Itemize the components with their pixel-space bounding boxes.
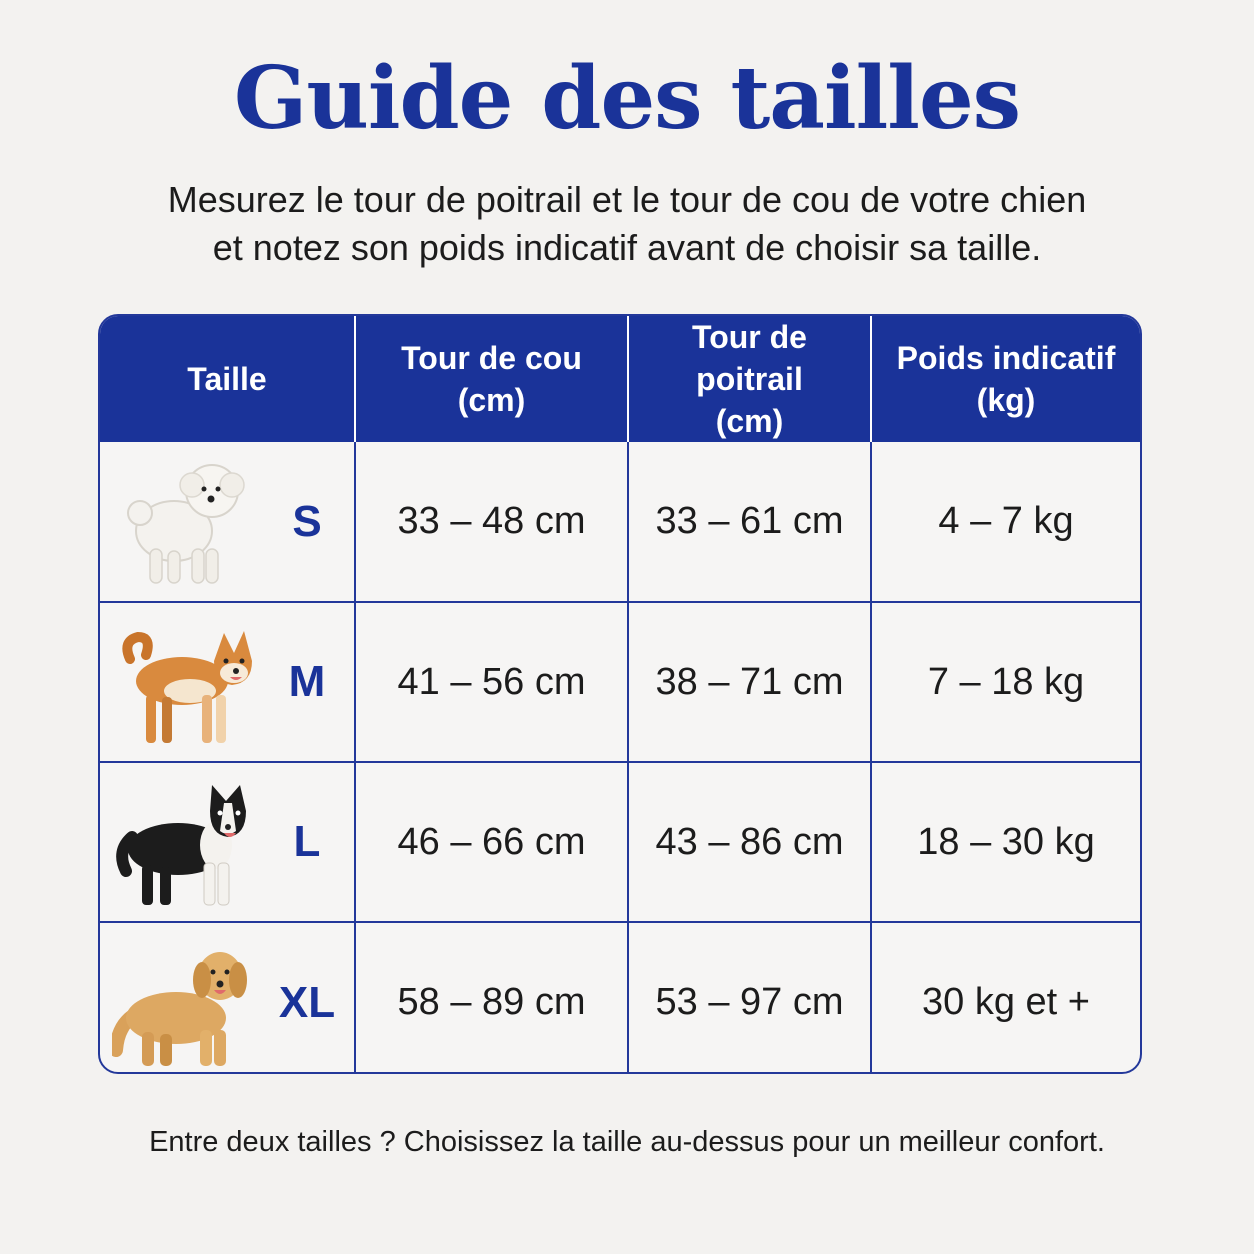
- golden-retriever-dog-icon: [112, 932, 272, 1072]
- weight-value: 30 kg et +: [871, 922, 1140, 1074]
- page-title: Guide des tailles: [233, 48, 1021, 149]
- weight-value: 7 – 18 kg: [871, 602, 1140, 762]
- size-label: M: [288, 657, 326, 706]
- header-neck: [355, 316, 628, 442]
- shiba-dog-icon: [112, 611, 272, 751]
- subtitle-line-1: Mesurez le tour de poitrail et le tour de cou de votre chien: [167, 179, 1087, 220]
- table-header-row: [100, 316, 1140, 442]
- size-table: [98, 314, 1142, 1074]
- header-weight: [871, 316, 1140, 442]
- neck-value: 46 – 66 cm: [355, 762, 628, 922]
- table-row: [100, 922, 1140, 1074]
- size-cell: [100, 762, 355, 922]
- neck-value: 41 – 56 cm: [355, 602, 628, 762]
- header-size: Taille: [100, 316, 355, 442]
- header-chest-label: Tour de poitrail: [692, 319, 807, 397]
- header-chest: [628, 316, 871, 442]
- size-cell: [100, 602, 355, 762]
- subtitle-line-2: et notez son poids indicatif avant de choisir sa taille.: [212, 227, 1042, 268]
- header-chest-unit: (cm): [715, 403, 784, 439]
- border-collie-dog-icon: [112, 771, 272, 911]
- header-weight-label: Poids indicatif: [896, 340, 1116, 376]
- bichon-dog-icon: [112, 451, 272, 591]
- header-neck-label: Tour de cou: [401, 340, 582, 376]
- size-label: L: [293, 817, 321, 866]
- size-label: S: [292, 496, 322, 546]
- header-weight-unit: (kg): [976, 382, 1036, 418]
- neck-value: 58 – 89 cm: [355, 922, 628, 1074]
- weight-value: 18 – 30 kg: [871, 762, 1140, 922]
- header-neck-unit: (cm): [457, 382, 526, 418]
- size-cell: [100, 922, 355, 1074]
- size-cell: [100, 442, 355, 602]
- chest-value: 53 – 97 cm: [628, 922, 871, 1074]
- chest-value: 33 – 61 cm: [628, 442, 871, 602]
- size-label: XL: [278, 977, 336, 1027]
- chest-value: 38 – 71 cm: [628, 602, 871, 762]
- weight-value: 4 – 7 kg: [871, 442, 1140, 602]
- table-row: [100, 602, 1140, 762]
- subtitle: [120, 176, 1134, 272]
- table-row: [100, 762, 1140, 922]
- neck-value: 33 – 48 cm: [355, 442, 628, 602]
- footer-note: Entre deux tailles ? Choisissez la taille au-dessus pour un meilleur confort.: [149, 1126, 1105, 1158]
- table-row: [100, 442, 1140, 602]
- chest-value: 43 – 86 cm: [628, 762, 871, 922]
